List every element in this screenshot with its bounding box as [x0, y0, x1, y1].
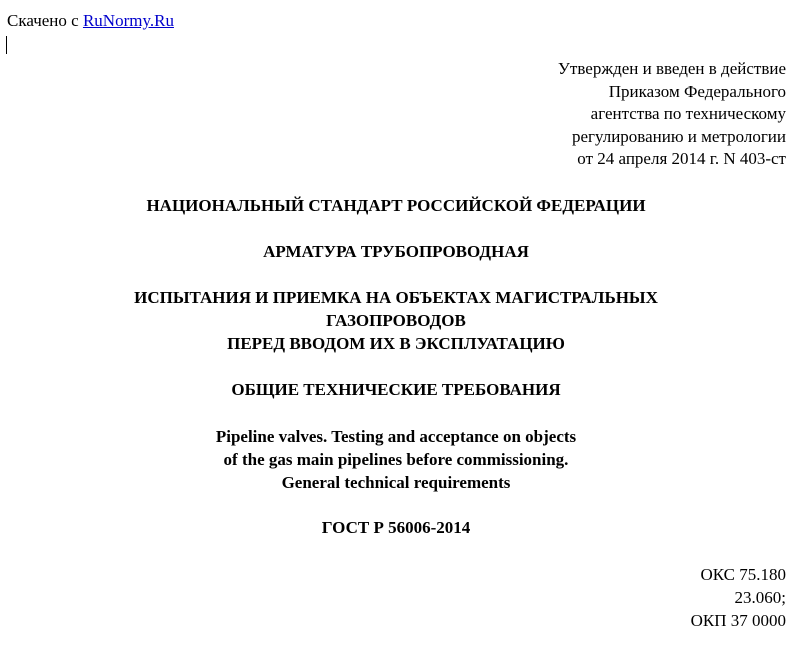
approval-line: агентства по техническому [590, 104, 786, 124]
standard-subtitle-line: ИСПЫТАНИЯ И ПРИЕМКА НА ОБЪЕКТАХ МАГИСТРАЛЬНЫХ [134, 288, 658, 307]
approval-line: Приказом Федерального [608, 81, 786, 101]
approval-line: от 24 апреля 2014 г. N 403-ст [577, 149, 786, 169]
classification-codes [691, 563, 786, 632]
english-title-line: of the gas main pipelines before commissioning. [223, 450, 569, 469]
text-caret [6, 36, 7, 54]
requirements-heading: ОБЩИЕ ТЕХНИЧЕСКИЕ ТРЕБОВАНИЯ [231, 380, 561, 399]
approval-line: регулированию и метрологии [571, 126, 786, 146]
standard-subtitle-line: ПЕРЕД ВВОДОМ ИХ В ЭКСПЛУАТАЦИЮ [227, 334, 565, 353]
approval-block [558, 58, 786, 171]
standard-subtitle-line: ГАЗОПРОВОДОВ [326, 311, 466, 330]
approval-line: Утвержден и введен в действие [557, 59, 786, 78]
code-line: ОКС 75.180 [700, 565, 786, 584]
standard-type-heading: НАЦИОНАЛЬНЫЙ СТАНДАРТ РОССИЙСКОЙ ФЕДЕРАЦИИ [146, 196, 646, 215]
english-title-line: General technical requirements [281, 473, 511, 492]
standard-designation: ГОСТ Р 56006-2014 [321, 518, 471, 537]
source-link[interactable]: RuNormy.Ru [82, 11, 174, 30]
source-prefix: Скачено с [7, 11, 83, 30]
code-line: 23.060; [734, 588, 786, 607]
english-title-line: Pipeline valves. Testing and acceptance on objects [215, 427, 577, 446]
source-attribution [7, 11, 174, 31]
standard-title: АРМАТУРА ТРУБОПРОВОДНАЯ [263, 242, 529, 261]
code-line: ОКП 37 0000 [690, 611, 786, 630]
